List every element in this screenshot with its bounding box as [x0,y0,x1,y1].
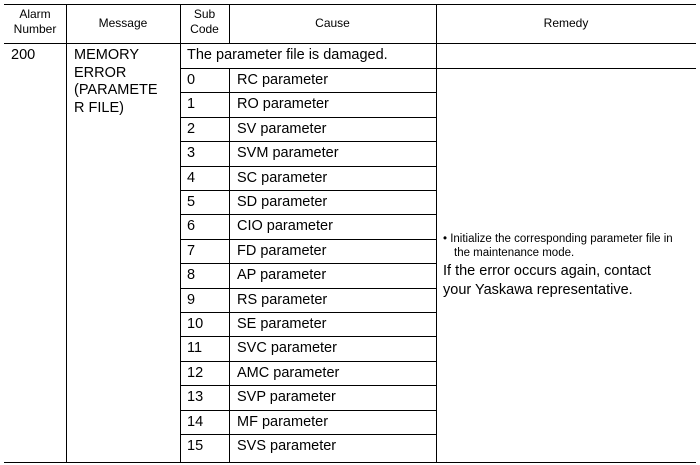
cause-value: SVS parameter [237,438,337,454]
intro-bottom-rule [180,68,696,69]
row-rule [180,312,437,313]
sub-code-value: 0 [187,72,196,88]
cause-value: AMC parameter [237,364,340,381]
sub-code-value: 14 [187,413,204,430]
cause-value: AP parameter [237,267,327,284]
sub-code-value: 7 [187,242,196,259]
row-rule [180,214,437,215]
row-rule [180,336,437,337]
message-line: (PARAMETE [74,82,158,98]
sub-code-value: 8 [187,267,196,284]
cause-value: RS parameter [237,291,328,308]
row-rule [180,117,437,118]
sub-code-value: 6 [187,218,196,235]
remedy-contact-line: your Yaskawa representative. [443,282,633,298]
sub-code-value: 1 [187,96,196,113]
top-rule [4,4,696,5]
sub-code-value: 13 [187,389,204,406]
header-bottom-rule [4,43,696,44]
sub-code-value: 5 [187,194,196,210]
row-rule [180,263,437,264]
row-rule [180,410,437,411]
col-rule-6 [436,43,437,463]
message-line: R FILE) [74,99,124,116]
col-rule-1 [66,4,67,463]
row-rule [180,166,437,167]
alarm-number-value: 200 [11,47,36,63]
message-value [74,47,158,117]
message-line: MEMORY [74,47,139,63]
row-rule [180,385,437,386]
cause-value: SD parameter [237,194,328,210]
table-bottom-rule [4,462,696,463]
header-cause: Cause [315,16,350,30]
sub-code-value: 9 [187,291,196,308]
row-rule [180,92,437,93]
cause-value: MF parameter [237,413,329,430]
cause-value: SC parameter [237,169,328,186]
sub-code-value: 11 [187,340,203,357]
sub-code-value: 2 [187,120,196,137]
row-rule [180,361,437,362]
cause-value: RO parameter [237,96,329,113]
row-rule [180,141,437,142]
cause-value: RC parameter [237,72,329,88]
header-sub-code-line: Code [190,22,219,36]
message-line: ERROR [74,64,127,81]
row-rule [180,434,437,435]
sub-code-value: 4 [187,169,196,186]
remedy-bullet-line: the maintenance mode. [454,247,575,259]
header-sub-code-line: Sub [193,7,216,21]
remedy-bullet [443,232,673,260]
header-remedy: Remedy [543,16,589,30]
cause-value: CIO parameter [237,218,333,235]
col-rule-5 [229,68,230,463]
remedy-contact [443,262,651,300]
cause-intro: The parameter file is damaged. [187,47,388,63]
cause-value: SVP parameter [237,389,336,406]
cause-value: SVM parameter [237,145,339,162]
cause-value: SE parameter [237,316,327,332]
remedy-bullet-line: • Initialize the corresponding parameter file in [443,233,673,245]
row-rule [180,190,437,191]
header-alarm-number [4,7,66,37]
col-rule-2 [180,4,181,463]
sub-code-value: 10 [187,316,204,332]
sub-code-value: 12 [187,364,204,381]
row-rule [180,239,437,240]
header-alarm-number-line: Alarm [19,7,51,21]
header-alarm-number-line: Number [13,22,57,36]
header-sub-code [180,7,229,37]
remedy-contact-line: If the error occurs again, contact [443,263,651,279]
sub-code-value: 15 [187,438,204,454]
cause-value: SV parameter [237,120,327,137]
row-rule [180,288,437,289]
sub-code-value: 3 [187,145,196,162]
cause-value: SVC parameter [237,340,337,357]
cause-value: FD parameter [237,242,327,259]
header-message: Message [98,16,148,30]
